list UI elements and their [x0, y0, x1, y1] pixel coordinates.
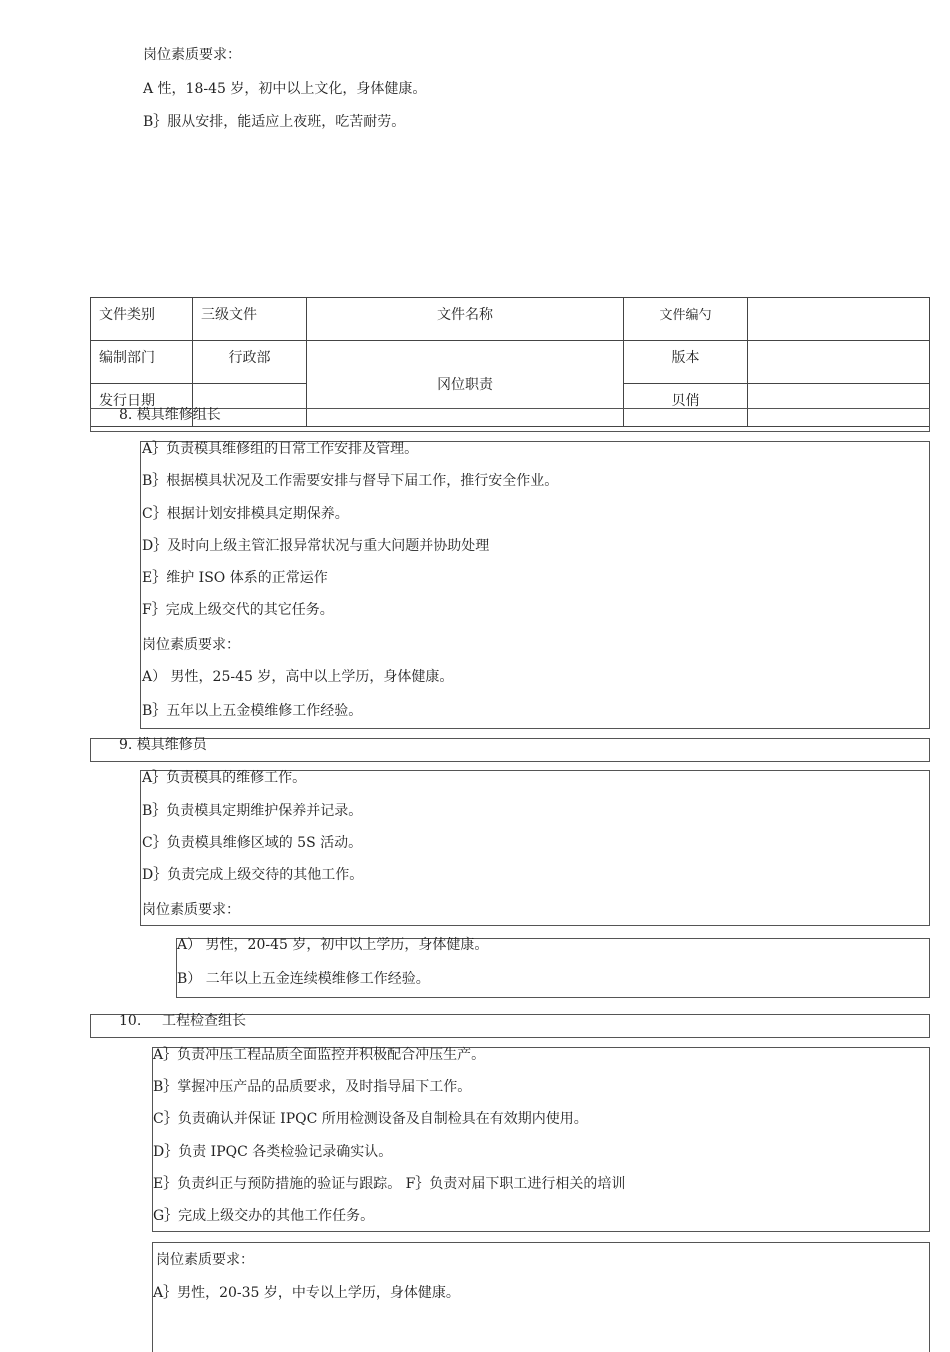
section10-content-box	[152, 1047, 930, 1232]
version-label: 版本	[624, 341, 748, 384]
section10-item-a: A｝负责冲压工程品质全面监控并积极配合冲压生产。	[153, 1047, 486, 1063]
section10-req-a: A｝男性，20-35 岁，中专以上学历，身体健康。	[153, 1285, 460, 1301]
section9-title-box	[90, 738, 930, 762]
section10-title: 工程检查组长	[162, 1013, 246, 1029]
name-label: 文件名称	[307, 298, 624, 341]
section10-item-e: E｝负责纠正与预防措施的验证与跟踪。 F｝负责对届下职工进行相关的培训	[153, 1176, 626, 1192]
top-req-a: A 性，18-45 岁，初中以上文化，身体健康。	[143, 81, 427, 97]
category-value: 三级文件	[193, 298, 307, 341]
section10-item-d: D｝负责 IPQC 各类检验记录确实认。	[153, 1144, 393, 1160]
section9-item-b: B｝负责模具定期维护保养并记录。	[142, 803, 363, 819]
document-title: 冈位职责	[307, 341, 624, 427]
date-label: 发行日期	[91, 384, 193, 427]
section10-item-c: C｝负责确认并保证 IPQC 所用检测设备及自制检具在有效期内使用。	[153, 1111, 588, 1127]
section9-item-a: A｝负责模具的维修工作。	[142, 770, 307, 786]
category-label: 文件类别	[91, 298, 193, 341]
page-label: 贝俏	[624, 384, 748, 427]
section8-req-a: A） 男性，25-45 岁，高中以上学历，身体健康。	[142, 669, 454, 685]
dept-value: 行政部	[193, 341, 307, 384]
section10-req-title: 岗位素质要求：	[156, 1252, 254, 1268]
section8-req-title: 岗位素质要求：	[142, 637, 240, 653]
section8-item-a: A｝负责模具维修组的日常工作安排及管理。	[142, 441, 419, 457]
section8-req-b: B｝五年以上五金模维修工作经验。	[142, 703, 363, 719]
section9-item-d: D｝负责完成上级交待的其他工作。	[142, 867, 364, 883]
version-value	[748, 341, 930, 384]
section10-title-num: 10.	[119, 1013, 142, 1029]
section8-item-b: B｝根据模具状况及工作需要安排与督导下届工作，推行安全作业。	[142, 473, 559, 489]
section8-item-c: C｝根据计划安排模具定期保养。	[142, 506, 349, 522]
section10-item-b: B｝掌握冲压产品的品质要求，及时指导届下工作。	[153, 1079, 472, 1095]
code-value	[748, 298, 930, 341]
section10-item-g: G｝完成上级交办的其他工作任务。	[153, 1208, 375, 1224]
section8-item-e: E｝维护 ISO 体系的正常运作	[142, 570, 328, 586]
section8-item-f: F｝完成上级交代的其它任务。	[142, 602, 334, 618]
section8-title: 8. 模具维修组长	[119, 407, 221, 423]
section9-req-a: A） 男性，20-45 岁，初中以上学历，身体健康。	[177, 937, 489, 953]
section9-title: 9. 模具维修员	[119, 737, 207, 753]
section9-req-b: B） 二年以上五金连续模维修工作经验。	[177, 971, 430, 987]
section8-item-d: D｝及时向上级主管汇报异常状况与重大问题并协助处理	[142, 538, 490, 554]
top-req-title: 岗位素质要求：	[143, 47, 241, 63]
dept-label: 编制部门	[91, 341, 193, 384]
section9-item-c: C｝负责模具维修区域的 5S 活动。	[142, 835, 363, 851]
top-req-b: B｝服从安排，能适应上夜班，吃苦耐劳。	[143, 114, 406, 130]
code-label: 文件编勺	[624, 298, 748, 341]
section9-req-title: 岗位素质要求：	[142, 902, 240, 918]
